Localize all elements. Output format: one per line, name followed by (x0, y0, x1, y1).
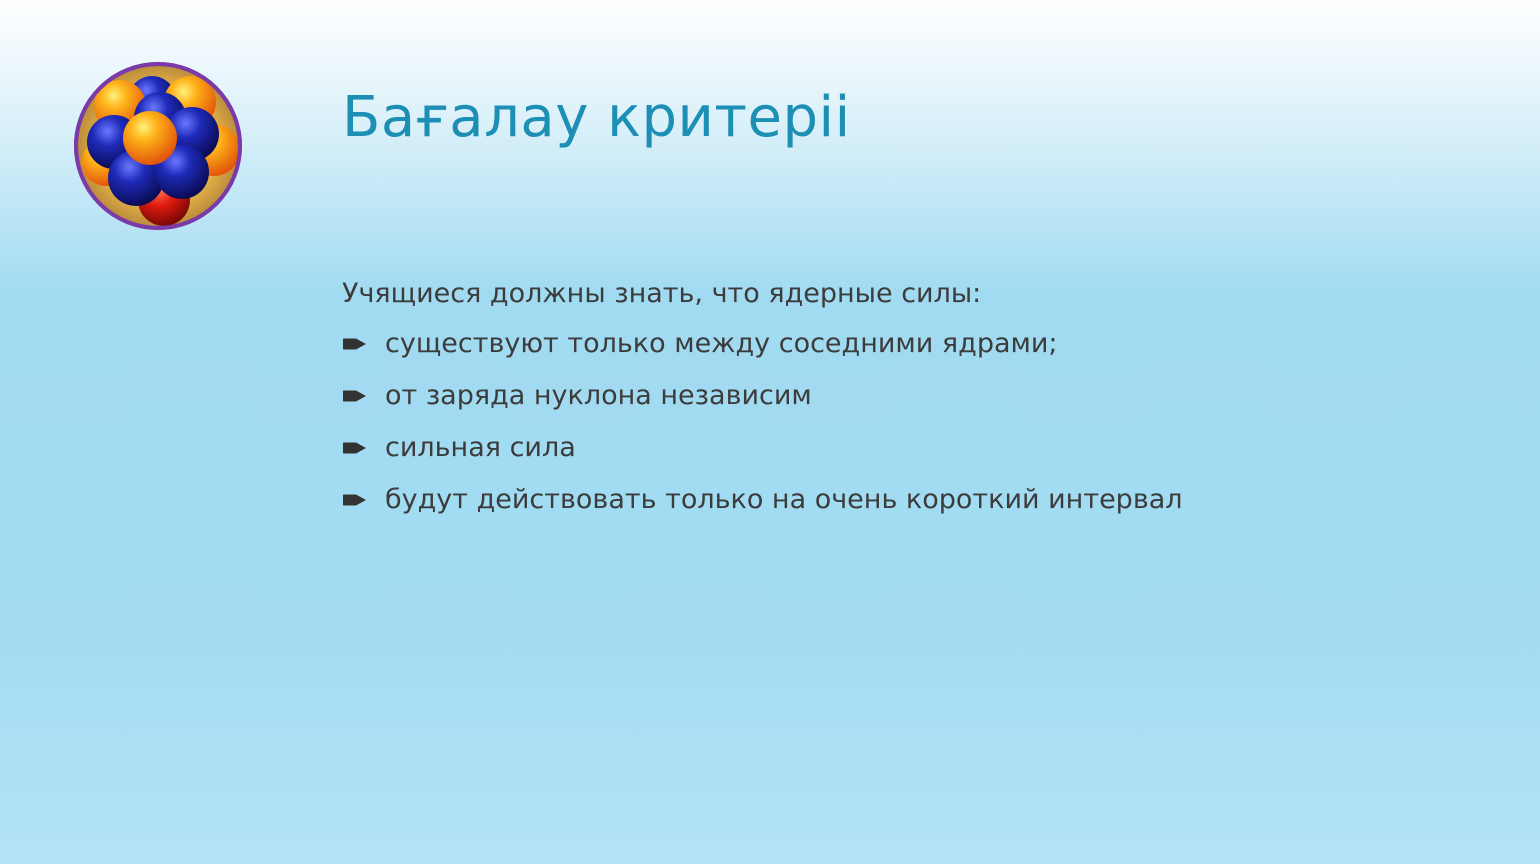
bullet-list (342, 326, 1442, 518)
list-item-text: существуют только между соседними ядрами; (385, 328, 1058, 359)
list-item (342, 482, 1442, 518)
arrow-bullet-icon (343, 441, 367, 455)
list-item-text: будут действовать только на очень короткий интервал (385, 484, 1183, 515)
arrow-bullet-icon (343, 389, 367, 403)
list-item-text: от заряда нуклона независим (385, 380, 812, 411)
slide-content (342, 276, 1442, 534)
list-item (342, 378, 1442, 414)
arrow-bullet-icon (343, 337, 367, 351)
arrow-bullet-icon (343, 493, 367, 507)
intro-text: Учящиеся должны знать, что ядерные силы: (342, 278, 982, 309)
atomic-nucleus-icon (70, 60, 246, 232)
nucleon-orange (123, 111, 177, 165)
list-item-text: сильная сила (385, 432, 576, 463)
slide-title: Бағалау критерii (342, 85, 851, 150)
list-item (342, 326, 1442, 362)
list-item (342, 430, 1442, 466)
